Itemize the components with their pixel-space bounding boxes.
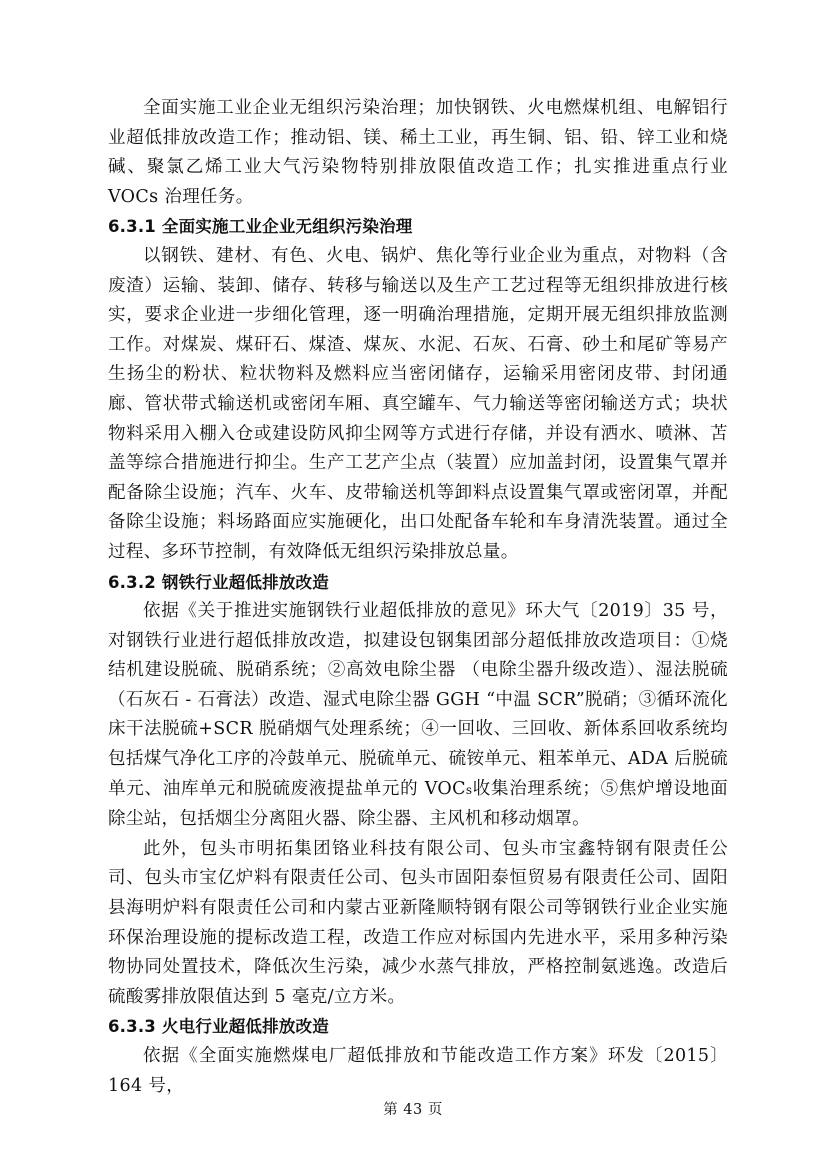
section-6-3-2-paragraph-2: 此外，包头市明拓集团铬业科技有限公司、包头市宝鑫特钢有限责任公司、包头市宝亿炉料有限责任公司、包头市固阳泰恒贸易有限责任公司、固阳县海明炉料有限责任公司和内蒙古亚新隆顺特钢有限公司等钢铁行业企业实施环保治理设施的提标改造工程，改造工作应对标国内先进水平，采用多种污染物协同处置技术，降低次生污染，减少水蒸气排放，严格控制氨逃逸。改造后硫酸雾排放限值达到 5 毫克/立方米。: [108, 838, 728, 1007]
section-heading-6-3-3: 6.3.3 火电行业超低排放改造: [108, 1017, 329, 1037]
paragraph-text-part-1: 依据《关于推进实施钢铁行业超低排放的意见》环大气〔2019〕35 号，对钢铁行业进行超低排放改造，拟建设包钢集团部分超低排放改造项目：①烧结机建设脱硫、脱硝系统；②高效电除尘器 （电除尘器升级改造）、湿法脱硫（石灰石 - 石膏法）改造、湿式电除尘器 GGH “中温 SCR”脱硝；③循环流化床干法脱硫+SCR 脱硝烟气处理系统；④一回收、三回收、新体系回收系统均包括煤气净化工序的冷鼓单元、脱硫单元、硫铵单元、粗苯单元、ADA 后脱硫单元、油库单元和脱硫废液提盐单元的 VOC: [108, 601, 728, 799]
page-number: 第 43 页: [383, 1102, 443, 1118]
intro-paragraph: 全面实施工业企业无组织污染治理；加快钢铁、火电燃煤机组、电解铝行业超低排放改造工作；推动铝、镁、稀土工业，再生铜、铝、铅、锌工业和烧碱、聚氯乙烯工业大气污染物特别排放限值改造工作；扎实推进重点行业 VOCs 治理任务。: [108, 98, 728, 207]
vocs-subscript: s: [465, 782, 473, 797]
section-6-3-1-paragraph: 以钢铁、建材、有色、火电、锅炉、焦化等行业企业为重点，对物料（含废渣）运输、装卸、储存、转移与输送以及生产工艺过程等无组织排放进行核实，要求企业进一步细化管理，逐一明确治理措施，定期开展无组织排放监测工作。对煤炭、煤矸石、煤渣、煤灰、水泥、石灰、石膏、砂土和尾矿等易产生扬尘的粉状、粒状物料及燃料应当密闭储存，运输采用密闭皮带、封闭通廊、管状带式输送机或密闭车厢、真空罐车、气力输送等密闭输送方式；块状物料采用入棚入仓或建设防风抑尘网等方式进行存储，并设有洒水、喷淋、苫盖等综合措施进行抑尘。生产工艺产尘点（装置）应加盖封闭，设置集气罩并配备除尘设施；汽车、火车、皮带输送机等卸料点设置集气罩或密闭罩，并配备除尘设施；料场路面应实施硬化，出口处配备车轮和车身清洗装置。通过全过程、多环节控制，有效降低无组织污染排放总量。: [108, 245, 728, 562]
section-heading-6-3-2: 6.3.2 钢铁行业超低排放改造: [108, 572, 329, 592]
paragraph-text-part-2: 收集治理系统；⑤焦炉增设地面除尘站，包括烟尘分离阻火器、除尘器、主风机和移动烟罩。: [108, 778, 728, 830]
section-heading-6-3-1: 6.3.1 全面实施工业企业无组织污染治理: [108, 217, 413, 237]
document-body: [108, 94, 728, 1101]
section-6-3-2-paragraph-1: [108, 597, 728, 835]
section-6-3-3-paragraph: 依据《全面实施燃煤电厂超低排放和节能改造工作方案》环发〔2015〕164 号，: [108, 1046, 728, 1096]
